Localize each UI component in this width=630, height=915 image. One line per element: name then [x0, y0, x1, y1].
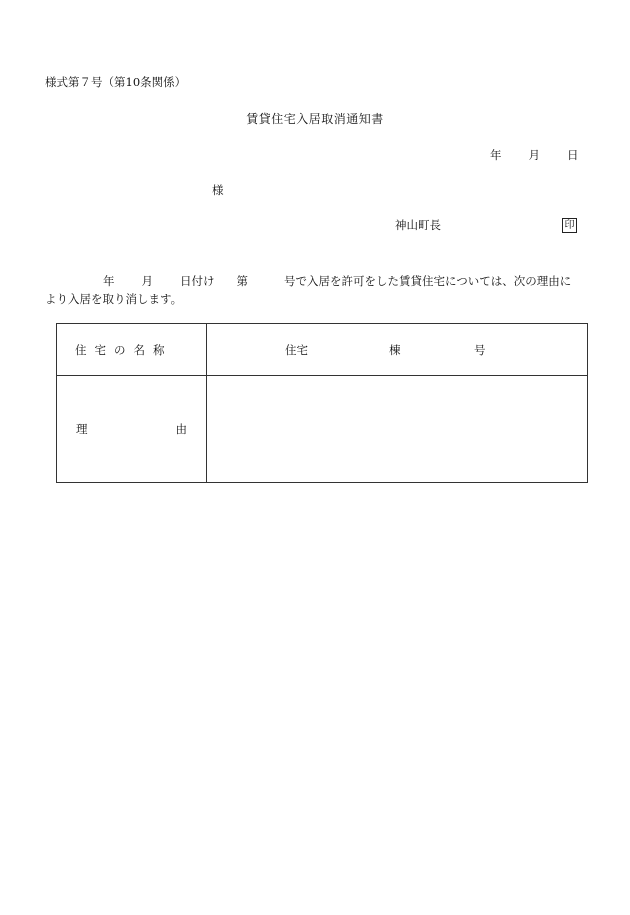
date-day: 日: [567, 148, 579, 162]
document-title: 賃貸住宅入居取消通知書: [246, 112, 384, 126]
housing-name-label: 住宅の名称: [57, 324, 207, 376]
table-row-reason: [57, 376, 588, 483]
body-number-prefix: 第: [236, 274, 248, 288]
reason-value: [207, 376, 588, 483]
body-text: [45, 272, 593, 308]
body-date-suffix: 日付け: [180, 274, 215, 288]
housing-info-table: [56, 323, 588, 483]
form-number: 様式第７号（第10条関係）: [45, 75, 187, 89]
housing-name-value: [207, 324, 588, 376]
seal-mark: 印: [562, 218, 577, 233]
date-month: 月: [528, 148, 540, 162]
reason-label-left: 理: [76, 422, 88, 436]
body-line-2: より入居を取り消します。: [45, 292, 183, 306]
body-month: 月: [141, 274, 153, 288]
body-line-1: [45, 272, 593, 290]
body-line1-rest: 号で入居を許可をした賃貸住宅については、次の理由に: [284, 274, 572, 288]
sender-name: 神山町長: [395, 218, 441, 232]
date-year: 年: [490, 148, 502, 162]
housing-name-prefix: 住宅: [285, 342, 308, 357]
recipient-honorific: 様: [212, 183, 224, 197]
date-line: [490, 150, 579, 162]
table-row-name: [57, 324, 588, 376]
body-year: 年: [103, 274, 115, 288]
housing-number-unit: 号: [474, 342, 486, 357]
housing-building-unit: 棟: [389, 342, 401, 357]
reason-label: [57, 376, 207, 483]
reason-label-right: 由: [175, 422, 187, 436]
